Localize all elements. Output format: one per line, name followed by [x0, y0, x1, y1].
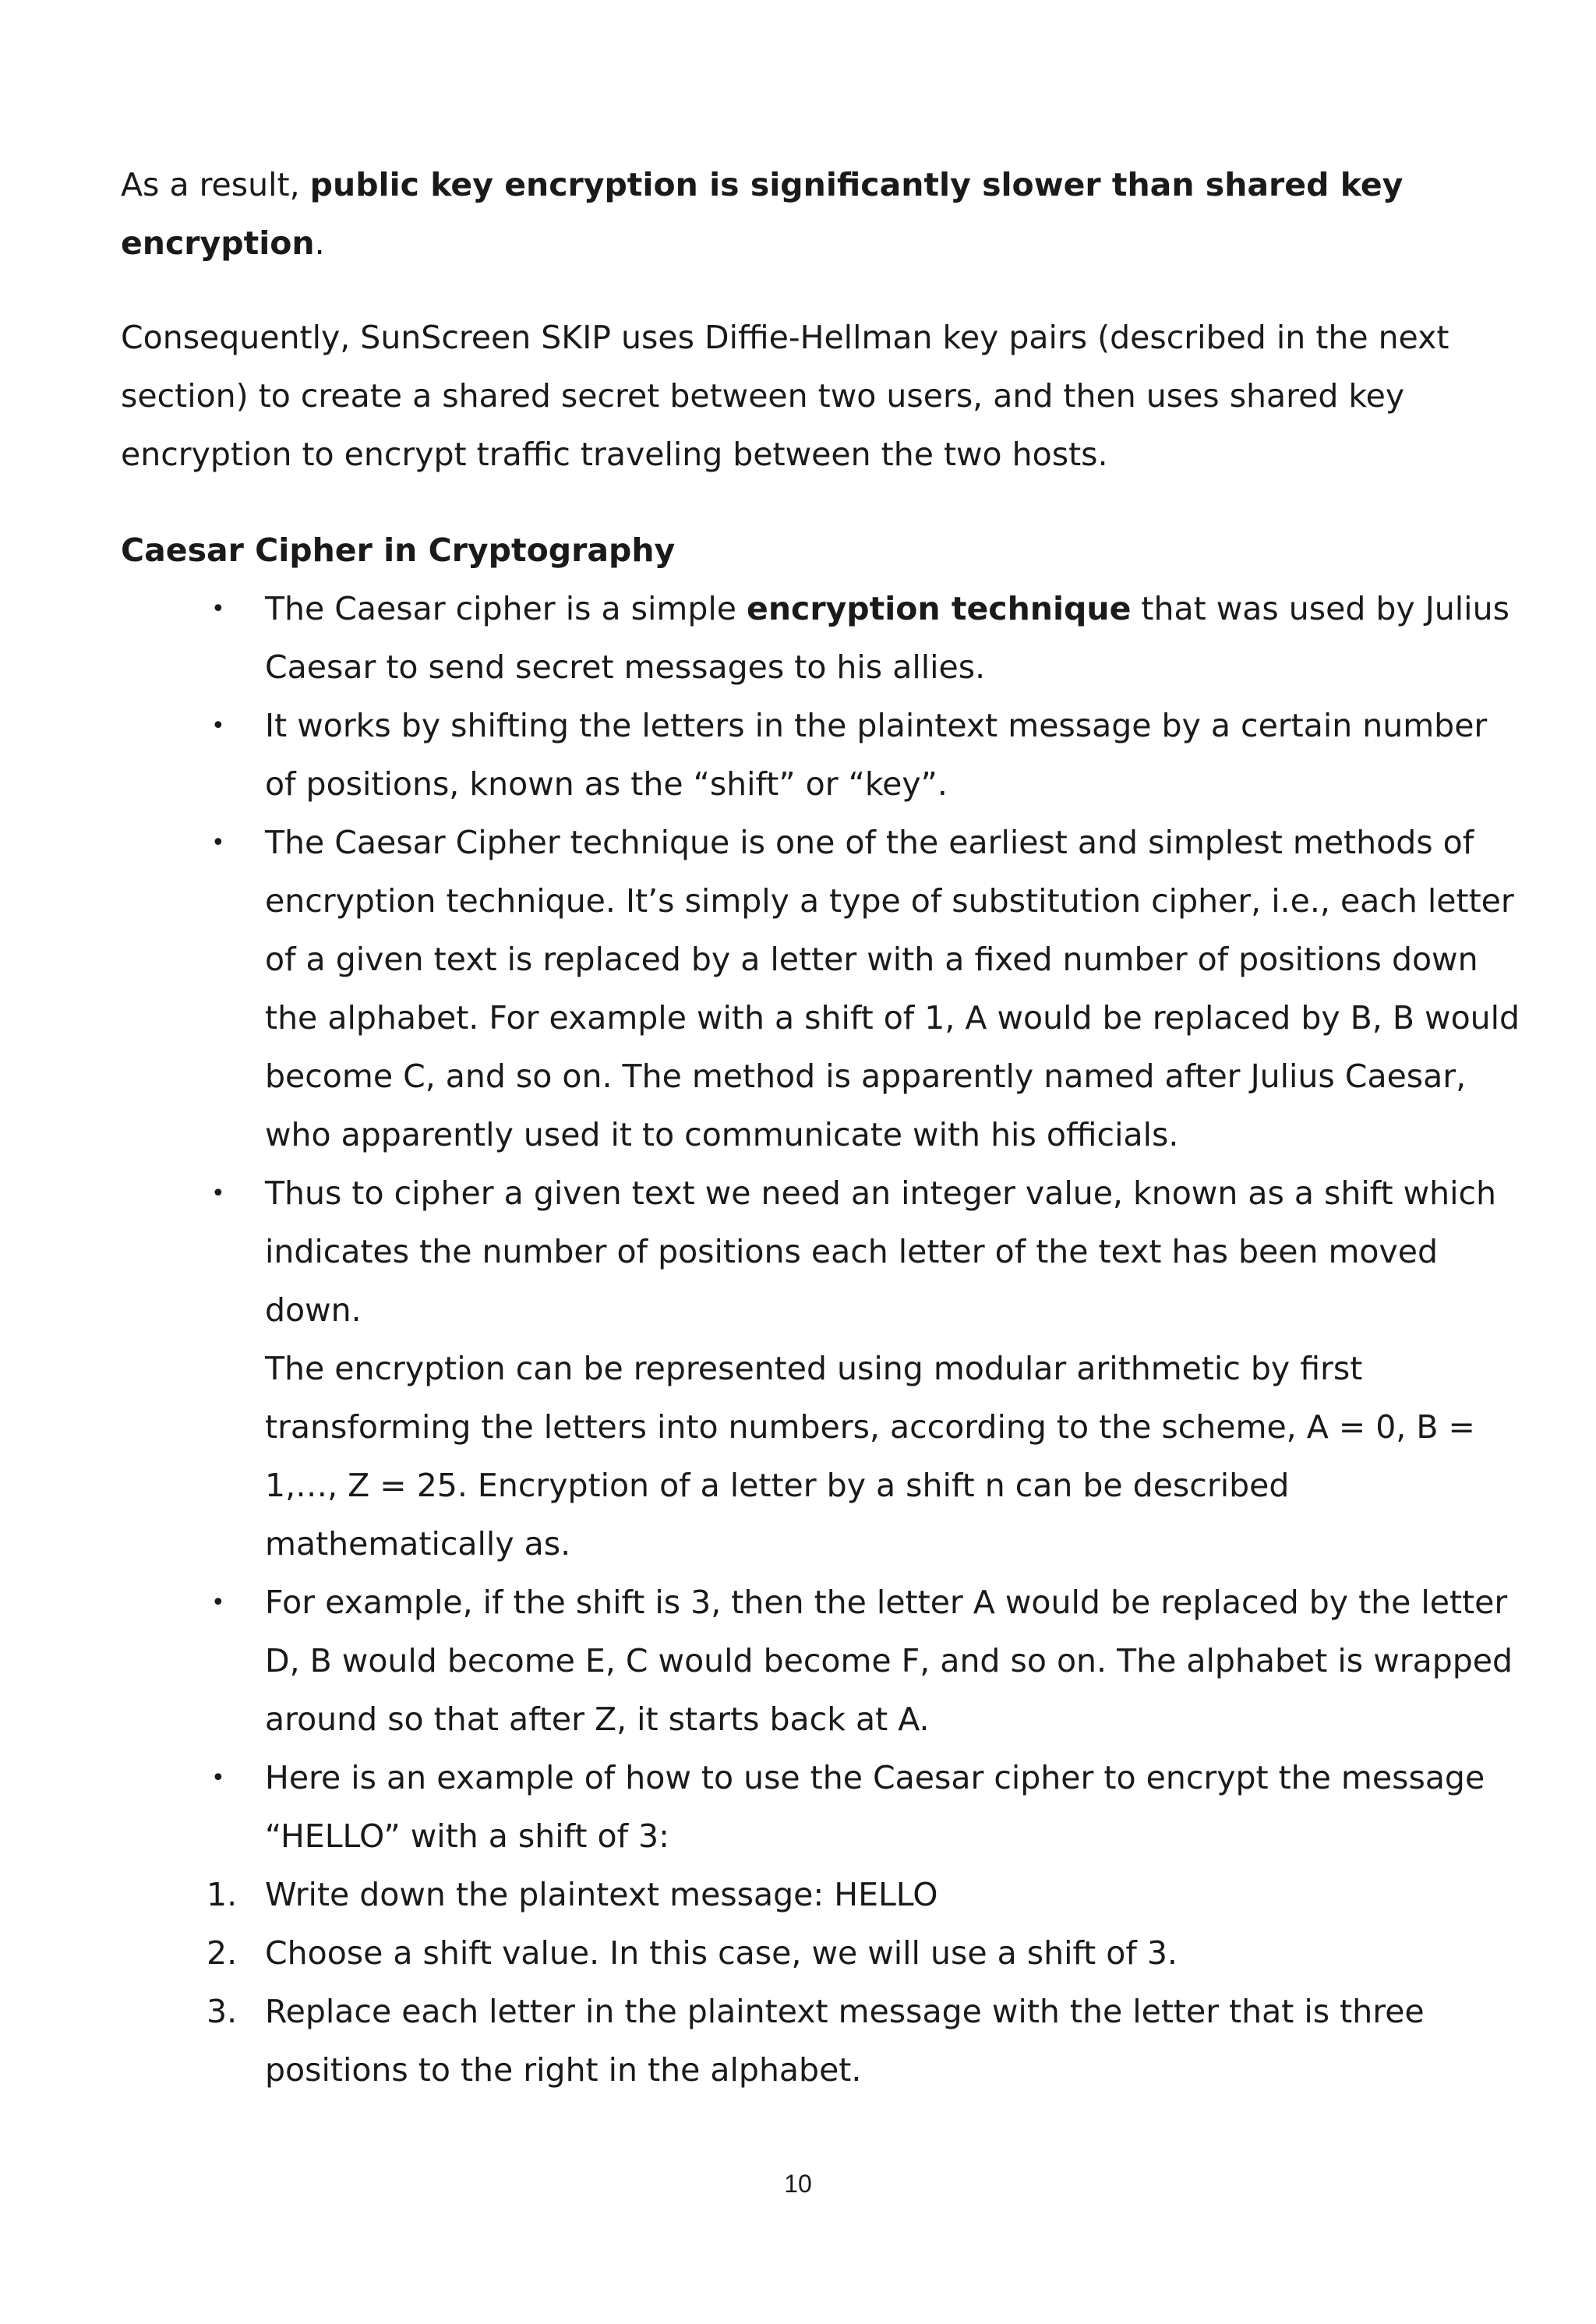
list-item	[121, 1573, 1524, 1749]
bullet-icon: •	[211, 712, 225, 740]
intro-paragraph-1	[121, 156, 1524, 273]
list-item	[121, 697, 1524, 814]
continuation-paragraph: The encryption can be represented using modular arithmetic by first transforming the letters into numbers, according to the scheme, A = 0, B = 1,…, Z = 25. Encryption of a letter by a shift n can be described mathematically as.	[265, 1350, 1475, 1563]
document-body	[121, 156, 1524, 2100]
step-text: Choose a shift value. In this case, we will use a shift of 3.	[265, 1934, 1178, 1972]
list-item	[121, 580, 1524, 697]
list-item	[121, 1164, 1524, 1340]
numbered-item	[121, 1983, 1524, 2100]
list-item	[121, 814, 1524, 1164]
numbered-item	[121, 1866, 1524, 1924]
bullet-icon: •	[211, 1589, 225, 1616]
intro-paragraph-1-prefix: As a result,	[121, 166, 310, 203]
bullet-icon: •	[211, 1764, 225, 1792]
bullet-text: It works by shifting the letters in the plaintext message by a certain number of positions, known as the “shift” or “key”.	[265, 707, 1488, 803]
step-text: Replace each letter in the plaintext message with the letter that is three positions to the right in the alphabet.	[265, 1993, 1425, 2089]
numbered-item	[121, 1924, 1524, 1983]
bullet-text: Thus to cipher a given text we need an integer value, known as a shift which indicates the number of positions each letter of the text has been moved down.	[265, 1174, 1497, 1329]
list-item	[121, 1749, 1524, 1866]
bullet-list	[121, 580, 1524, 1340]
numbered-list	[121, 1866, 1524, 2100]
step-number: 3.	[207, 1993, 238, 2030]
bullet-icon: •	[211, 595, 225, 623]
intro-paragraph-2: Consequently, SunScreen SKIP uses Diffie-Hellman key pairs (described in the next section) to create a shared secret between two users, and then uses shared key encryption to encrypt traffic traveling between the two hosts.	[121, 319, 1449, 473]
bullet-list-2	[121, 1573, 1524, 1866]
bullet-text-suffix: that was used by Julius Caesar to send secret messages to his allies.	[265, 590, 1509, 686]
bullet-text: The Caesar Cipher technique is one of the earliest and simplest methods of encryption technique. It’s simply a type of substitution cipher, i.e., each letter of a given text is replaced by a letter with a fixed number of positions down the alphabet. For example with a shift of 1, A would be replaced by B, B would become C, and so on. The method is apparently named after Julius Caesar, who apparently used it to communicate with his officials.	[265, 824, 1520, 1153]
step-number: 2.	[207, 1934, 238, 1972]
bullet-icon: •	[211, 1180, 225, 1207]
intro-paragraph-1-suffix: .	[314, 224, 325, 262]
section-heading: Caesar Cipher in Cryptography	[121, 532, 676, 569]
bullet-icon: •	[211, 829, 225, 856]
step-text: Write down the plaintext message: HELLO	[265, 1876, 938, 1913]
intro-paragraph-1-bold: public key encryption is significantly slower than shared key encryption	[121, 166, 1404, 262]
page-number: 10	[784, 2170, 812, 2198]
bullet-text-prefix: The Caesar cipher is a simple	[265, 590, 747, 627]
bullet-text: For example, if the shift is 3, then the letter A would be replaced by the letter D, B would become E, C would become F, and so on. The alphabet is wrapped around so that after Z, it starts back at A.	[265, 1584, 1513, 1738]
bullet-text: Here is an example of how to use the Caesar cipher to encrypt the message “HELLO” with a shift of 3:	[265, 1759, 1485, 1855]
bullet-text-bold: encryption technique	[747, 590, 1132, 627]
step-number: 1.	[207, 1876, 238, 1913]
